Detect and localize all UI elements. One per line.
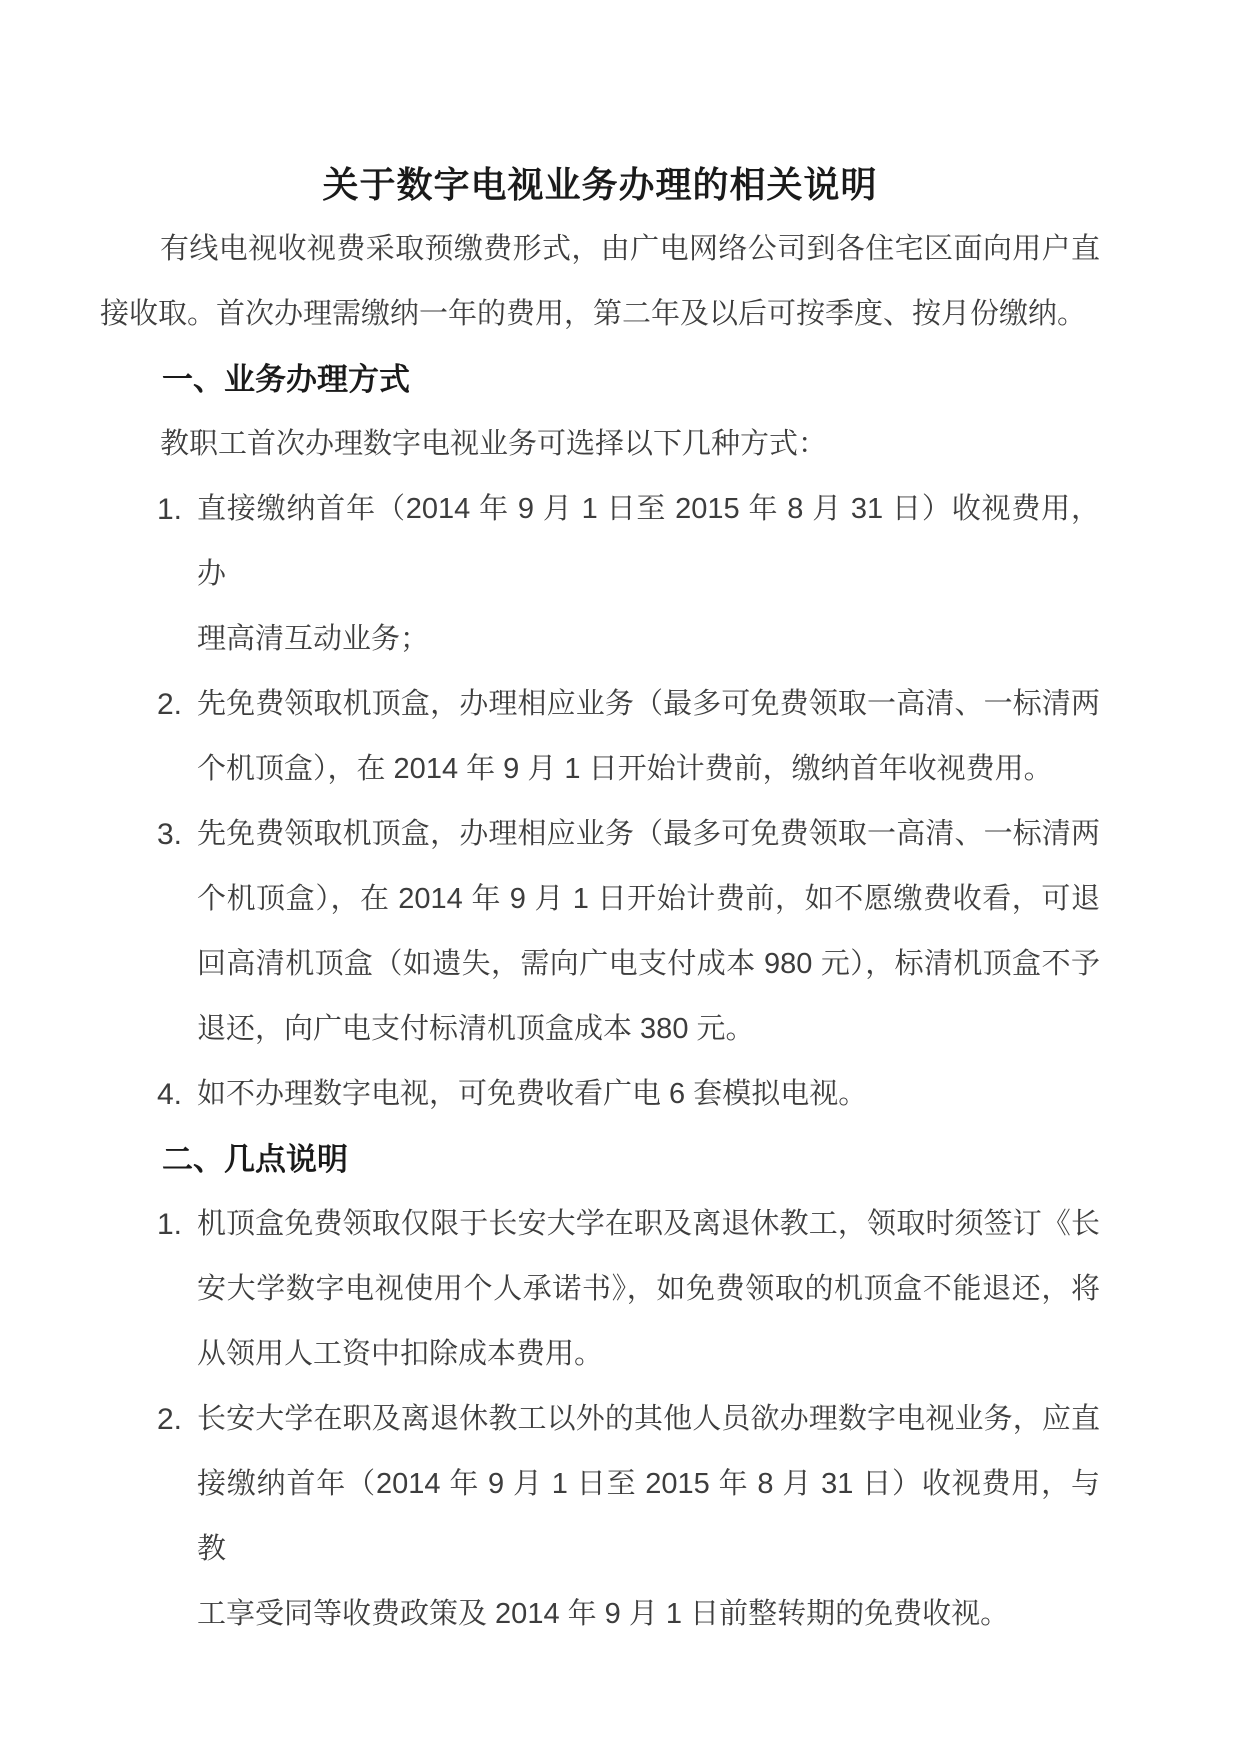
section2-item-1-line-1: 机顶盒免费领取仅限于长安大学在职及离退休教工，领取时须签订《长: [197, 1208, 1100, 1240]
section1-lead: 教职工首次办理数字电视业务可选择以下几种方式：: [160, 428, 828, 460]
list-item-2-line-1: 先免费领取机顶盒，办理相应业务（最多可免费领取一高清、一标清两: [197, 688, 1100, 720]
section2-item-1-line-2: 安大学数字电视使用个人承诺书》，如免费领取的机顶盒不能退还，将: [197, 1273, 1100, 1305]
section2-item-1-number: 1.: [157, 1208, 183, 1241]
list-item-1-line-1: 直接缴纳首年（2014 年 9 月 1 日至 2015 年 8 月 31 日）收视费用，办: [197, 493, 1100, 590]
intro-line-1: 有线电视收视费采取预缴费形式，由广电网络公司到各住宅区面向用户直: [160, 233, 1100, 265]
list-item-1-number: 1.: [157, 493, 183, 526]
section2-item-1: [100, 1192, 1100, 1387]
list-item-2: [100, 672, 1100, 802]
section2-item-2: [100, 1387, 1100, 1647]
list-item-3-line-2: 个机顶盒），在 2014 年 9 月 1 日开始计费前，如不愿缴费收看，可退: [197, 883, 1100, 915]
section2-item-1-line-3: 从领用人工资中扣除成本费用。: [197, 1338, 604, 1370]
section2-item-2-line-3: 工享受同等收费政策及 2014 年 9 月 1 日前整转期的免费收视。: [197, 1598, 1010, 1630]
list-item-3-line-3: 回高清机顶盒（如遗失，需向广电支付成本 980 元），标清机顶盒不予: [197, 948, 1100, 980]
section2-item-2-line-2: 接缴纳首年（2014 年 9 月 1 日至 2015 年 8 月 31 日）收视费用，与教: [197, 1468, 1100, 1565]
list-item-4: [100, 1062, 1100, 1127]
document-title: 关于数字电视业务办理的相关说明: [322, 164, 878, 205]
list-item-4-line-1: 如不办理数字电视，可免费收看广电 6 套模拟电视。: [197, 1078, 868, 1110]
section2-heading: 二、几点说明: [162, 1142, 348, 1177]
list-item-1: [100, 477, 1100, 672]
section1-heading: 一、业务办理方式: [162, 362, 410, 397]
section2-item-2-line-1: 长安大学在职及离退休教工以外的其他人员欲办理数字电视业务，应直: [197, 1403, 1100, 1435]
section2-item-2-number: 2.: [157, 1403, 183, 1436]
list-item-3-number: 3.: [157, 818, 183, 851]
list-item-2-number: 2.: [157, 688, 183, 721]
list-item-3-line-4: 退还，向广电支付标清机顶盒成本 380 元。: [197, 1013, 755, 1045]
intro-line-2: 接收取。首次办理需缴纳一年的费用，第二年及以后可按季度、按月份缴纳。: [100, 298, 1087, 330]
text-column: [100, 152, 1100, 1647]
list-item-1-line-2: 理高清互动业务；: [197, 623, 430, 655]
list-item-2-line-2: 个机顶盒），在 2014 年 9 月 1 日开始计费前，缴纳首年收视费用。: [197, 753, 1053, 785]
list-item-4-number: 4.: [157, 1078, 183, 1111]
list-item-3: [100, 802, 1100, 1062]
list-item-3-line-1: 先免费领取机顶盒，办理相应业务（最多可免费领取一高清、一标清两: [197, 818, 1100, 850]
